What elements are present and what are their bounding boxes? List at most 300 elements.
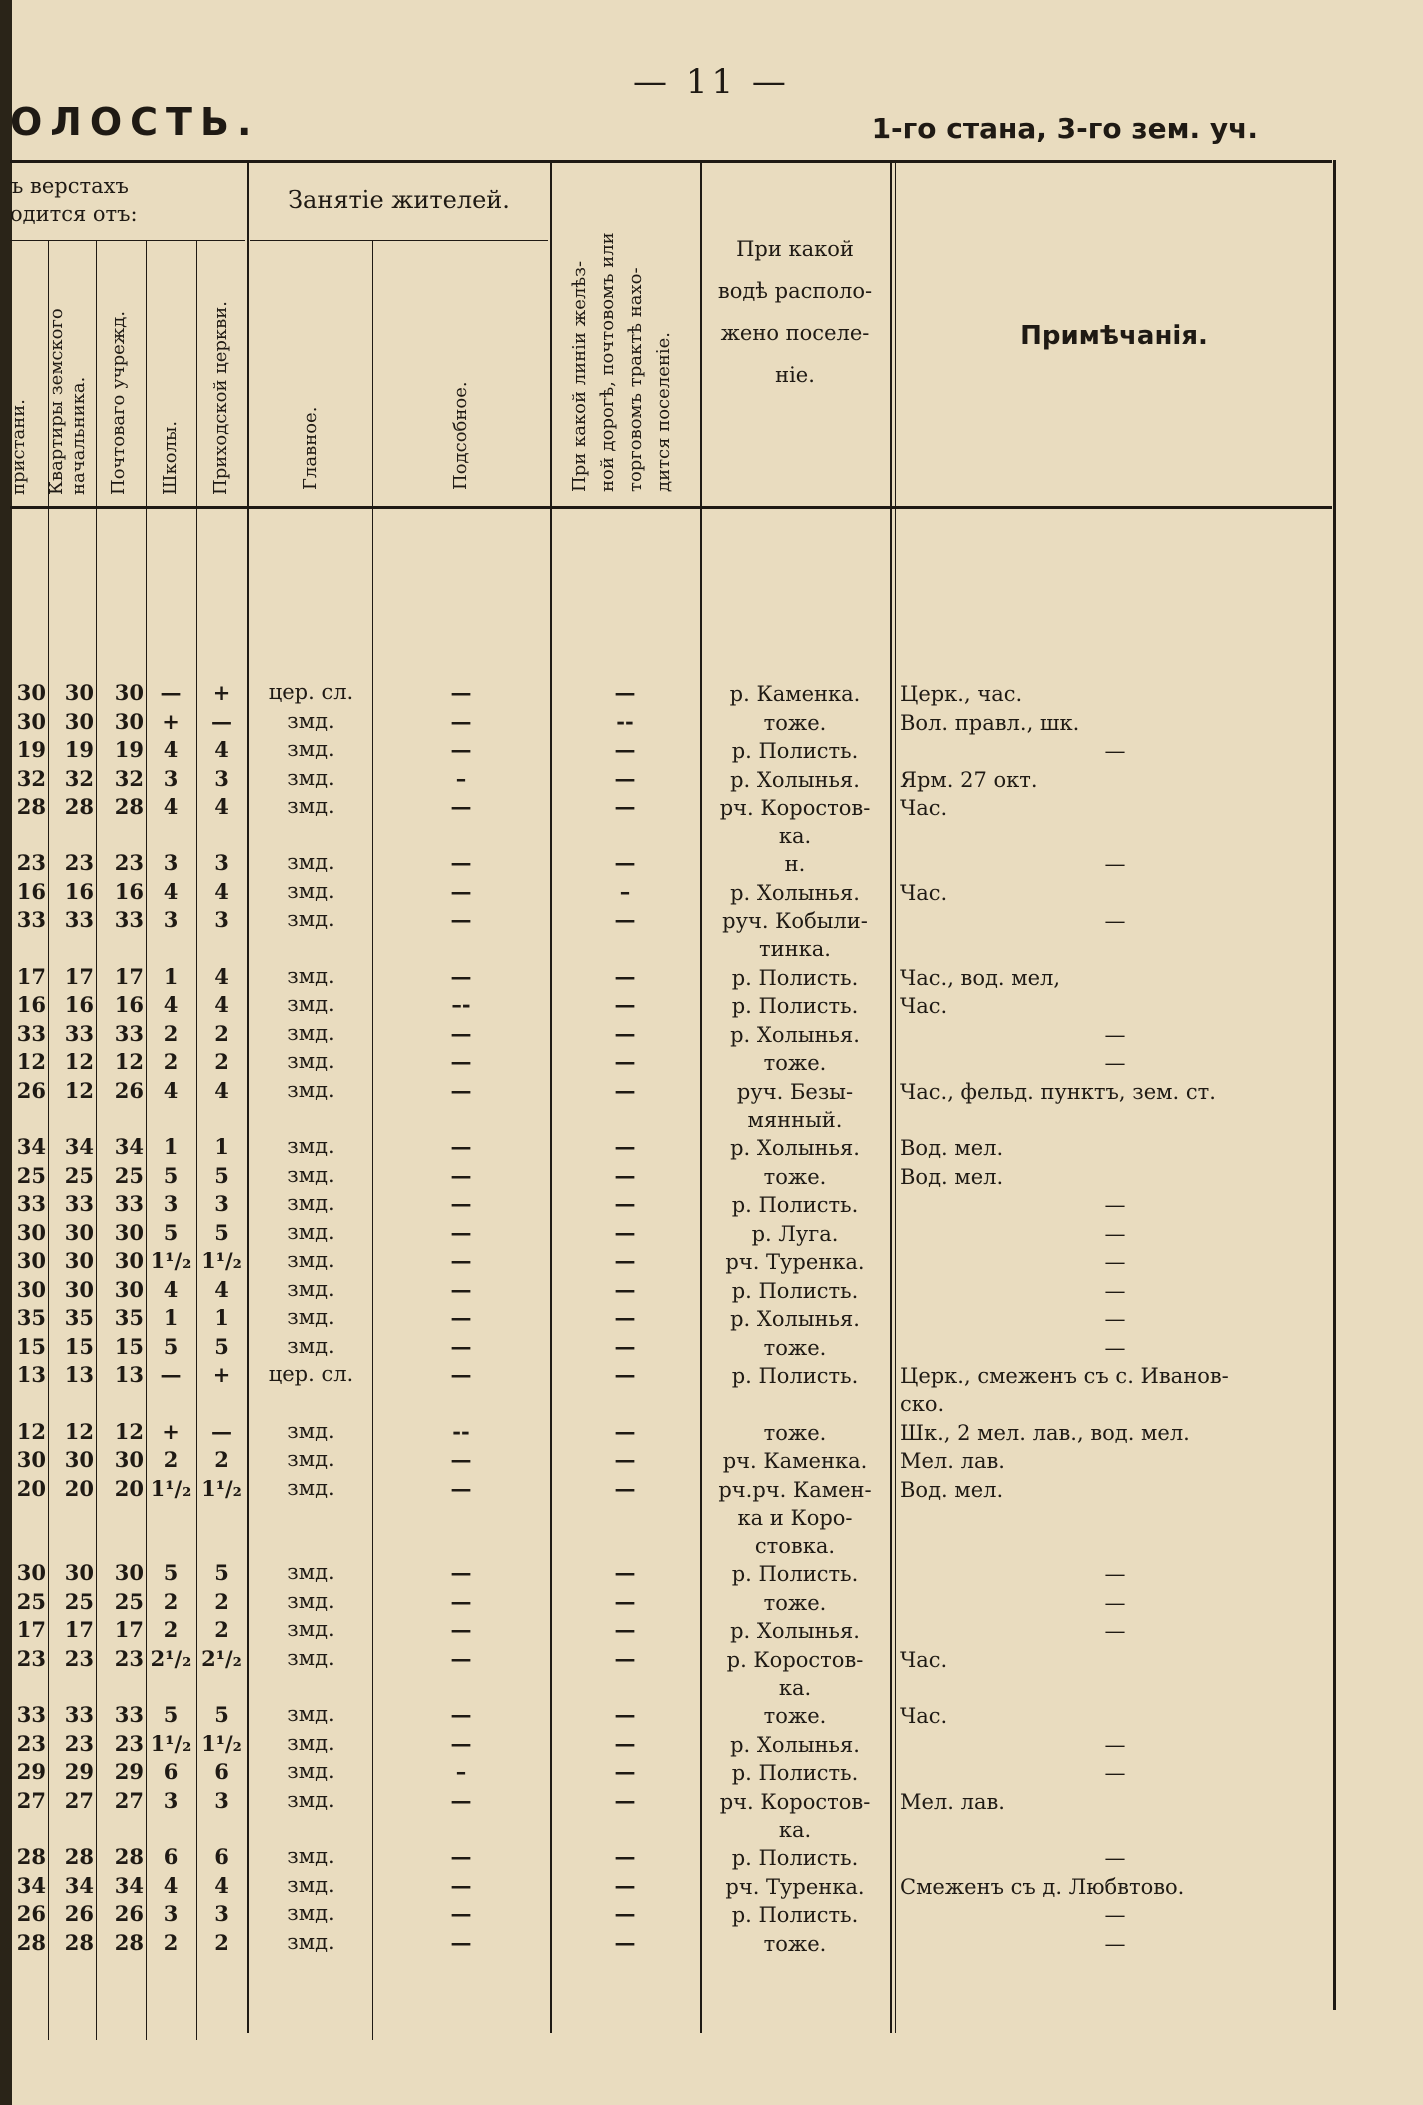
notes-cell: — [1104,1846,1126,1870]
pristan-cell: 25 [16,1162,46,1188]
pochta-cell: 33 [114,1191,144,1217]
notes-cell: — [1104,1903,1126,1927]
pristan-cell: 28 [16,794,46,819]
church-cell: 5 [214,1333,229,1359]
church-cell: 3 [214,1191,229,1217]
aux-occupation-cell: — [450,1588,472,1614]
road-cell: — [614,1276,636,1302]
road-cell: -- [616,708,634,734]
pristan-cell: 30 [16,1276,46,1302]
notes-cell: — [1104,1307,1126,1332]
water-cell: р. Холынья. [730,1022,860,1047]
pristan-cell: 23 [16,1645,46,1671]
water-cell: тоже. [763,1590,827,1615]
road-cell: — [614,1929,636,1955]
zemsky-cell: 15 [64,1333,94,1359]
school-cell: 2¹/₂ [150,1645,192,1671]
zemsky-cell: 16 [64,992,94,1018]
school-cell: 2 [163,1588,179,1614]
road-cell: — [614,794,636,819]
notes-cell: — [1104,1335,1126,1360]
church-cell: 4 [214,963,229,989]
aux-occupation-cell: — [450,1929,472,1955]
church-cell: 3 [214,1787,229,1813]
water-cell: р. Холынья. [730,1307,860,1332]
water-cell: р. Полисть. [731,1903,859,1927]
water-cell: р. Полисть. [731,1761,859,1786]
church-cell: — [211,708,232,734]
zemsky-cell: 28 [64,1844,94,1869]
school-cell: 2 [163,1617,179,1643]
main-occupation-cell: змд. [287,1418,335,1443]
main-occupation-cell: змд. [287,1162,335,1187]
school-cell: 4 [163,794,179,819]
aux-occupation-cell: — [450,878,472,904]
notes-cell: Час., фельд. пунктъ, зем. ст. [900,1079,1216,1104]
page-number: — 11 — [633,62,790,102]
pochta-cell: 26 [114,1077,144,1103]
pochta-cell: 29 [114,1759,144,1785]
zemsky-cell: 12 [64,1049,94,1075]
road-cell: — [614,1162,636,1188]
zemsky-cell: 33 [64,1702,94,1728]
pochta-cell: 30 [114,708,144,734]
zemsky-cell: 34 [64,1134,94,1160]
notes-cell: Час. [900,1704,948,1729]
aux-occupation-cell: –- [451,992,471,1018]
church-cell: 1 [214,1134,229,1160]
road-cell: — [614,1020,636,1046]
church-cell: + [212,680,231,705]
col-line [196,240,197,2040]
notes-cell: Вод. мел. [900,1477,1004,1502]
zemsky-cell: 30 [64,1219,94,1245]
church-cell: 2 [214,1447,229,1473]
pochta-cell: 17 [114,1617,144,1643]
water-cell: тоже. [763,1164,827,1189]
main-occupation-cell: змд. [287,1645,335,1670]
zemsky-header: Квартиры земского начальника. [46,308,89,495]
pristan-cell: 30 [16,708,46,734]
notes-cell: Вол. правл., шк. [900,710,1080,735]
water-cell: р. Холынья. [730,880,860,905]
main-occupation-cell: змд. [287,1588,335,1613]
pochta-cell: 16 [114,992,144,1018]
aux-occupation-cell: — [450,737,472,762]
pristan-cell: 23 [16,1730,46,1756]
school-cell: 1¹/₂ [150,1475,192,1501]
road-cell: — [614,1191,636,1217]
road-cell: — [614,1759,636,1785]
zemsky-cell: 17 [64,1617,94,1643]
pristan-cell: 30 [16,680,46,705]
notes-cell: — [1104,1278,1126,1303]
aux-occupation-cell: — [450,1134,472,1160]
zemsky-cell: 23 [64,1730,94,1756]
aux-occupation-cell: — [450,1901,472,1926]
zemsky-cell: 26 [64,1901,94,1926]
road-cell: — [614,1872,636,1898]
church-cell: 2 [214,1929,229,1955]
school-cell: 4 [163,1077,179,1103]
header-volost: ОЛОСТЬ. [10,100,260,144]
pochta-cell: 33 [114,1702,144,1728]
main-occupation-cell: змд. [287,1730,335,1755]
notes-cell: — [1104,739,1126,763]
notes-cell: — [1104,1051,1126,1076]
water-cell: р. Полисть. [731,965,859,990]
zemsky-cell: 12 [64,1418,94,1444]
notes-cell: — [1104,1250,1126,1275]
road-cell: — [614,737,636,762]
notes-cell: — [1104,1931,1126,1956]
water-cell: р. Холынья. [730,1136,860,1161]
pochta-cell: 12 [114,1049,144,1075]
main-occupation-cell: змд. [287,1901,335,1925]
pochta-cell: 25 [114,1588,144,1614]
pochta-cell: 23 [114,1645,144,1671]
school-cell: 5 [163,1702,179,1728]
aux-occupation-cell: — [450,1219,472,1245]
aux-occupation-cell: -- [452,1418,470,1444]
main-occupation-cell: змд. [287,765,335,790]
pristan-cell: 28 [16,1844,46,1869]
notes-cell: Вод. мел. [900,1164,1004,1189]
col-line [146,240,147,2040]
distances-group-rule [10,240,245,241]
pochta-cell: 23 [114,850,144,876]
water-cell: н. [784,852,806,877]
pristan-cell: 27 [16,1787,46,1813]
zemsky-cell: 32 [64,765,94,791]
road-cell: — [614,963,636,989]
water-cell: тоже. [763,710,827,735]
school-header: Школы. [160,420,181,495]
aux-occupation-cell: — [450,1617,472,1643]
aux-occupation-cell: — [450,1730,472,1756]
pochta-cell: 30 [114,680,144,705]
water-cell: тоже. [763,1704,827,1729]
notes-cell: Час. [900,880,948,905]
pristan-cell: 29 [16,1759,46,1785]
pristan-cell: 13 [16,1362,46,1388]
aux-occupation-cell: — [450,1276,472,1302]
zemsky-cell: 27 [64,1787,94,1813]
pochta-cell: 23 [114,1730,144,1756]
notes-cell: Церк., смеженъ съ с. Иванов- ско. [900,1364,1229,1417]
school-cell: 4 [163,1872,179,1898]
road-cell: — [614,1418,636,1444]
school-cell: 3 [163,1901,179,1926]
pristan-cell: 12 [16,1049,46,1075]
road-cell: — [614,1617,636,1643]
main-occupation-cell: змд. [287,1702,335,1727]
church-cell: 2¹/₂ [201,1645,242,1671]
main-occupation-cell: змд. [287,1475,335,1500]
main-occupation-cell: змд. [287,1929,335,1954]
water-cell: р. Холынья. [730,1732,860,1757]
pristan-cell: 23 [16,850,46,876]
aux-occupation-cell: — [450,1333,472,1359]
water-cell: рч. Коростов- ка. [719,1789,871,1842]
notes-cell: Час. [900,994,948,1019]
pochta-cell: 28 [114,794,144,819]
pristan-cell: 16 [16,878,46,904]
notes-cell: — [1104,1619,1126,1644]
pristan-cell: 25 [16,1588,46,1614]
pristan-cell: 33 [16,1191,46,1217]
table-top-rule [10,160,1332,163]
zemsky-cell: 25 [64,1162,94,1188]
notes-cell: Час. [900,796,948,820]
school-cell: 3 [163,1191,179,1217]
main-occupation-cell: змд. [287,1759,335,1784]
notes-cell: Церк., час. [900,682,1023,706]
zemsky-cell: 28 [64,794,94,819]
aux-occupation-cell: — [450,1844,472,1869]
pochta-cell: 12 [114,1418,144,1444]
church-cell: 4 [214,1872,229,1898]
main-occupation-cell: змд. [287,907,335,932]
aux-occupation-cell: — [450,1787,472,1813]
road-header: При какой линіи желѣз- ной дорогѣ, почтовомъ или торговомъ трактѣ нахо- дится поселеніе. [569,232,674,492]
road-cell: — [614,1588,636,1614]
pristan-cell: 28 [16,1929,46,1955]
road-cell: — [614,680,636,705]
pristan-cell: 26 [16,1077,46,1103]
pristan-cell: 16 [16,992,46,1018]
pochta-cell: 13 [114,1362,144,1388]
school-cell: 1 [163,963,179,989]
main-occupation-cell: змд. [287,1134,335,1159]
road-cell: — [614,1901,636,1926]
church-cell: 5 [214,1219,229,1245]
zemsky-cell: 23 [64,1645,94,1671]
road-cell: — [614,1787,636,1813]
col-line [895,163,896,2033]
pochta-cell: 30 [114,1560,144,1586]
school-cell: 2 [163,1929,179,1955]
road-cell: — [614,765,636,791]
church-cell: 1¹/₂ [201,1248,242,1274]
water-cell: руч. Безы- мянный. [736,1079,854,1132]
pochta-cell: 30 [114,1447,144,1473]
aux-occupation-cell: — [450,1305,472,1331]
main-occupation-cell: цер. сл. [268,680,354,704]
aux-occupation-cell: — [450,907,472,933]
main-occupation-cell: змд. [287,1020,335,1045]
pristan-header: пристани. [8,398,29,495]
school-cell: 3 [163,850,179,876]
pochta-cell: 30 [114,1276,144,1302]
header-bottom-rule [10,506,1332,509]
main-occupation-cell: змд. [287,1787,335,1812]
school-cell: 5 [163,1560,179,1586]
zemsky-cell: 30 [64,1560,94,1586]
pochta-cell: 16 [114,878,144,904]
notes-cell: — [1104,1562,1126,1587]
zemsky-cell: 30 [64,1248,94,1274]
road-cell: — [614,1333,636,1359]
pochta-cell: 15 [114,1333,144,1359]
notes-cell: Мел. лав. [900,1789,1005,1814]
aux-occupation-cell: — [450,1248,472,1274]
water-cell: р. Полисть. [731,1278,859,1303]
pristan-cell: 17 [16,963,46,989]
school-cell: 4 [163,737,179,762]
main-occupation-cell: змд. [287,1305,335,1330]
pochta-header: Почтоваго учрежд. [108,310,129,495]
pristan-cell: 34 [16,1134,46,1160]
zemsky-cell: 19 [64,737,94,762]
pristan-cell: 20 [16,1475,46,1501]
distances-group-header: ъ верстахъ одится отъ: [10,174,138,226]
aux-occupation-cell: — [450,708,472,734]
school-cell: 2 [163,1049,179,1075]
water-cell: тоже. [763,1931,827,1956]
notes-cell: — [1104,1022,1126,1047]
pristan-cell: 15 [16,1333,46,1359]
main-occupation-cell: змд. [287,1447,335,1472]
main-occupation-cell: змд. [287,1276,335,1301]
col-line [890,163,892,2033]
school-cell: 5 [163,1219,179,1245]
aux-occupation-cell: — [450,1872,472,1898]
water-cell: руч. Кобыли- тинка. [722,909,868,962]
water-cell: рч. Коростов- ка. [719,796,871,848]
zemsky-cell: 30 [64,708,94,734]
water-cell: р. Полисть. [731,1846,859,1870]
notes-cell: — [1104,1732,1126,1757]
church-cell: + [212,1362,231,1388]
aux-occupation-cell: — [450,794,472,819]
pochta-cell: 34 [114,1872,144,1898]
church-cell: 2 [214,1020,229,1046]
church-cell: 3 [214,1901,229,1926]
notes-cell: Мел. лав. [900,1449,1005,1474]
church-cell: 1 [214,1305,229,1331]
pristan-cell: 30 [16,1447,46,1473]
zemsky-cell: 20 [64,1475,94,1501]
road-cell: — [614,1134,636,1160]
aux-occupation-cell: — [450,1645,472,1671]
road-cell: — [614,1219,636,1245]
pochta-cell: 19 [114,737,144,762]
main-occupation-cell: змд. [287,1191,335,1216]
school-cell: 3 [163,1787,179,1813]
pristan-cell: 33 [16,1702,46,1728]
road-cell: — [614,1447,636,1473]
road-cell: — [614,1362,636,1388]
pochta-cell: 26 [114,1901,144,1926]
water-header: При какой водѣ располо- жено поселе- ніе. [717,237,873,387]
zemsky-cell: 17 [64,963,94,989]
main-occupation-cell: змд. [287,878,335,903]
aux-occupation-cell: — [450,1162,472,1188]
aux-occupation-cell: — [450,850,472,876]
zemsky-cell: 16 [64,878,94,904]
water-cell: р. Каменка. [729,682,861,706]
pochta-cell: 32 [114,765,144,791]
zemsky-cell: 34 [64,1872,94,1898]
water-cell: тоже. [763,1335,827,1360]
school-cell: — [160,680,182,705]
col-line [1333,160,1336,2010]
pochta-cell: 30 [114,1219,144,1245]
main-occupation-cell: змд. [287,1872,335,1897]
road-cell: — [614,1702,636,1728]
school-cell: 4 [163,1276,179,1302]
aux-occupation-cell: — [450,1362,472,1388]
notes-cell: — [1104,1193,1126,1218]
aux-occupation-cell: — [450,680,472,705]
pristan-cell: 33 [16,907,46,933]
school-cell: 2 [163,1447,179,1473]
pochta-cell: 20 [114,1475,144,1501]
church-cell: 5 [214,1560,229,1586]
pochta-cell: 33 [114,1020,144,1046]
col-line [48,240,49,2040]
water-cell: рч.рч. Камен- ка и Коро- стовка. [718,1477,872,1558]
pochta-cell: 28 [114,1844,144,1869]
school-cell: + [162,1418,180,1444]
aux-occupation-cell: — [450,1475,472,1501]
aux-occupation-cell: — [450,963,472,989]
main-occupation-cell: змд. [287,963,335,988]
church-cell: 2 [214,1588,229,1614]
notes-cell: Смеженъ съ д. Любвтово. [900,1874,1185,1899]
main-occupation-cell: змд. [287,1560,335,1585]
main-occupation-cell: змд. [287,1049,335,1074]
road-cell: — [614,1560,636,1586]
school-cell: — [160,1362,182,1388]
zemsky-cell: 28 [64,1929,94,1955]
pochta-cell: 33 [114,907,144,933]
pristan-cell: 32 [16,765,46,791]
main-occupation-cell: змд. [287,708,335,733]
main-occupation-cell: змд. [287,1219,335,1244]
pochta-cell: 28 [114,1929,144,1955]
church-cell: — [211,1418,232,1444]
church-cell: 6 [214,1844,229,1869]
occupation-group-rule [250,240,548,241]
school-cell: 4 [163,992,179,1018]
zemsky-cell: 13 [64,1362,94,1388]
pristan-cell: 35 [16,1305,46,1331]
road-cell: — [614,1730,636,1756]
school-cell: + [162,708,180,734]
water-cell: р. Полисть. [731,1193,859,1218]
school-cell: 5 [163,1162,179,1188]
road-cell: — [614,907,636,933]
road-cell: — [614,850,636,876]
church-cell: 5 [214,1702,229,1728]
col-line [96,240,97,2040]
main-occupation-header: Главное. [300,406,321,490]
water-cell: рч. Туренка. [725,1874,865,1899]
school-cell: 1 [163,1305,179,1331]
water-cell: р. Полисть. [731,739,859,763]
main-occupation-cell: змд. [287,1617,335,1642]
aux-occupation-cell: — [450,1560,472,1586]
pristan-cell: 26 [16,1901,46,1926]
school-cell: 2 [163,1020,179,1046]
main-occupation-cell: цер. сл. [268,1362,354,1387]
notes-cell: Вод. мел. [900,1136,1004,1161]
pristan-cell: 30 [16,1248,46,1274]
road-cell: — [614,1077,636,1103]
zemsky-cell: 29 [64,1759,94,1785]
